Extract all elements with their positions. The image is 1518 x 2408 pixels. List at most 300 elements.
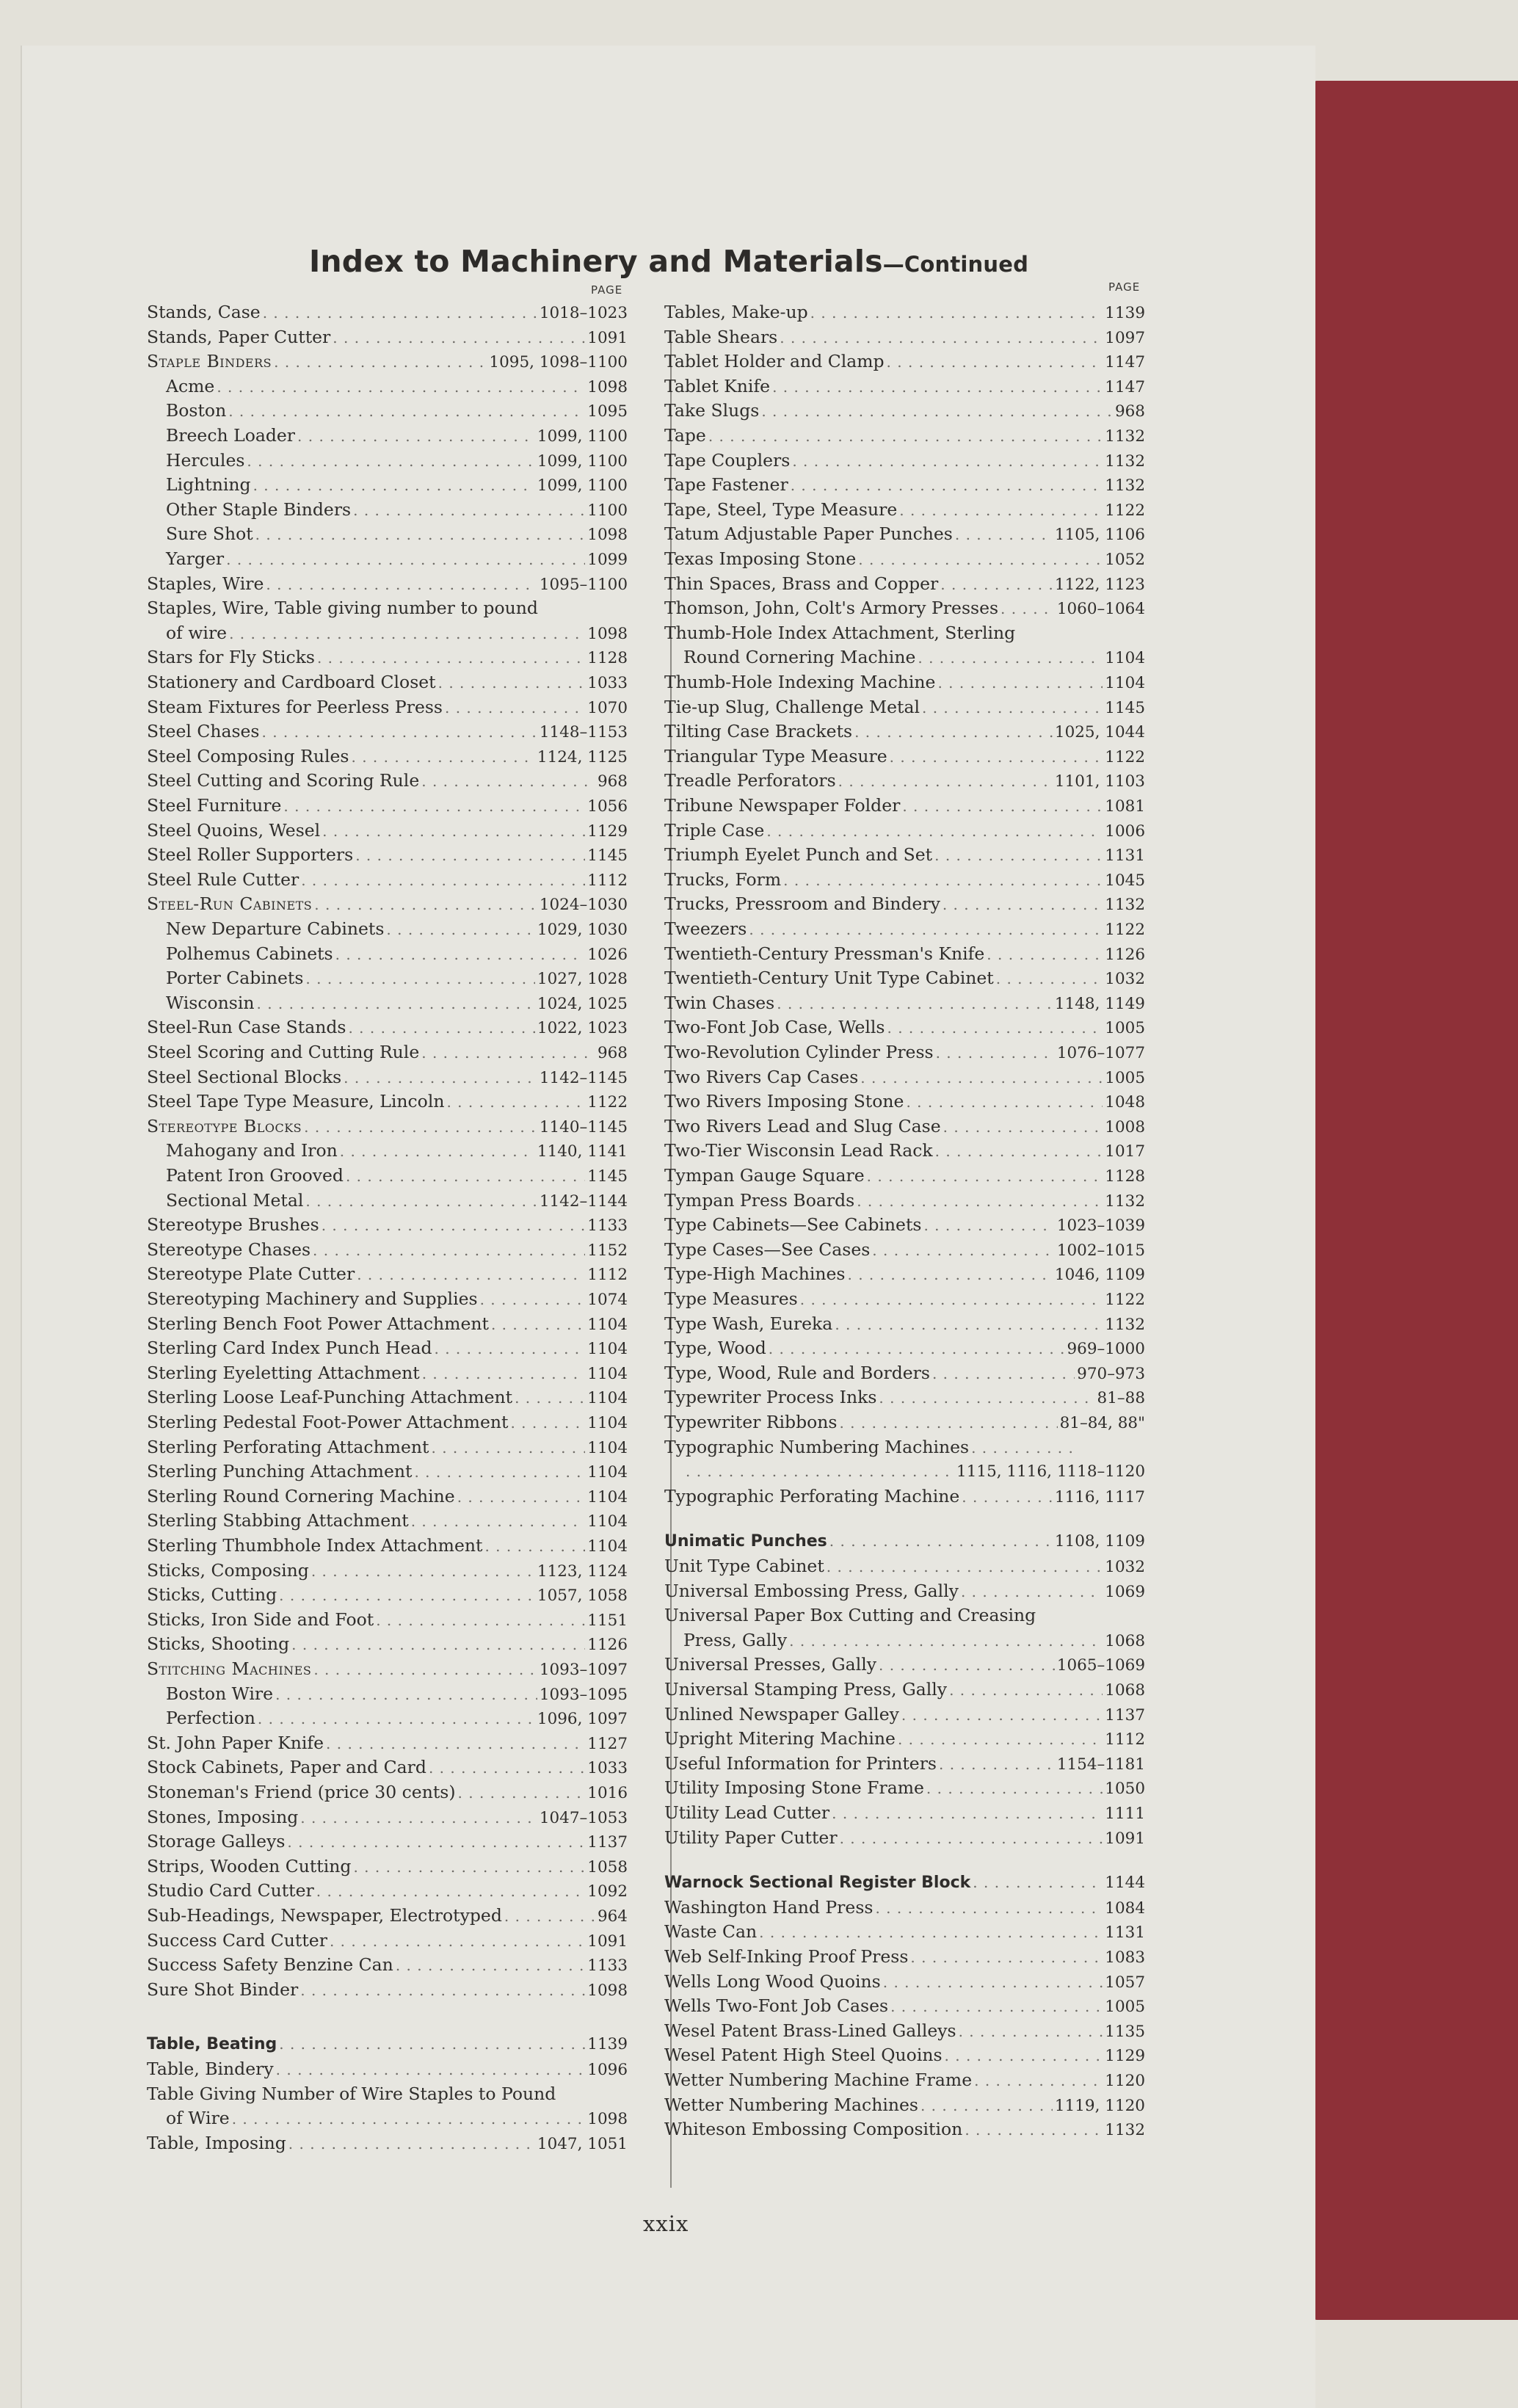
entry-text: Wetter Numbering Machine Frame (664, 2070, 973, 2090)
leader-dots (386, 917, 535, 942)
entry-page: 1132 (1105, 1315, 1145, 1334)
index-entry (664, 1089, 1145, 1114)
leader-dots (937, 670, 1103, 695)
entry-page: 1099, 1100 (537, 476, 628, 496)
entry-page: 1132 (1105, 896, 1145, 915)
index-entry (664, 423, 1145, 448)
index-entry (664, 1163, 1145, 1188)
leader-dots (965, 2117, 1103, 2142)
entry-text: Unit Type Cabinet (664, 1556, 824, 1576)
entry-text: Stars for Fly Sticks (147, 647, 315, 668)
leader-dots (346, 1164, 585, 1189)
leader-dots (228, 399, 585, 424)
index-entry (147, 695, 628, 719)
entry-text: Type-High Machines (664, 1263, 846, 1285)
leader-dots (301, 868, 585, 893)
entry-text: Sticks, Cutting (147, 1584, 277, 1606)
index-entry (166, 620, 628, 645)
title-continued: —Continued (882, 252, 1029, 277)
entry-page: 1098 (587, 2110, 628, 2129)
index-entry (166, 546, 628, 571)
entry-text: Perfection (166, 1708, 255, 1729)
leader-dots (949, 1678, 1103, 1702)
entry-text: Thin Spaces, Brass and Copper (664, 573, 939, 594)
index-entry (166, 1138, 628, 1163)
index-entry (664, 374, 1145, 399)
index-entry (147, 1459, 628, 1484)
entry-page: 1099 (587, 551, 628, 569)
index-entry (664, 1286, 1145, 1311)
leader-dots (283, 794, 585, 819)
index-entry (147, 768, 628, 793)
index-entry (664, 546, 1145, 571)
entry-text: Twin Chases (664, 992, 775, 1013)
entry-page: 1104 (587, 1340, 628, 1359)
entry-text: Wells Long Wood Quoins (664, 1970, 881, 1992)
entry-page: 1093–1097 (539, 1661, 628, 1679)
entry-text: Twentieth-Century Pressman's Knife (664, 943, 985, 964)
left-page-column-label: PAGE (591, 283, 623, 297)
entry-text: Two Rivers Cap Cases (664, 1066, 859, 1087)
leader-dots (902, 794, 1103, 819)
entry-text: Sectional Metal (166, 1189, 304, 1211)
index-entry (664, 472, 1145, 497)
entry-text: St. John Paper Knife (147, 1732, 324, 1753)
entry-page: 1129 (587, 822, 628, 841)
entry-page: 1057 (1105, 1973, 1145, 1992)
leader-dots (348, 1015, 534, 1040)
entry-text: Utility Paper Cutter (664, 1827, 838, 1848)
index-entry (664, 1870, 1145, 1895)
index-entry (664, 1311, 1145, 1336)
entry-page: 1128 (587, 649, 628, 668)
leader-dots (854, 719, 1053, 744)
index-entry (664, 324, 1145, 349)
entry-page: 1122 (1105, 747, 1145, 766)
entry-text: Storage Galleys (147, 1831, 286, 1852)
leader-dots (262, 719, 537, 744)
entry-text: Sterling Punching Attachment (147, 1461, 413, 1482)
leader-dots (304, 1114, 537, 1139)
index-entry (664, 349, 1145, 374)
index-entry (147, 842, 628, 867)
leader-dots (996, 966, 1103, 991)
entry-page: 1132 (1105, 476, 1145, 496)
entry-page: 1045 (1105, 871, 1145, 890)
leader-dots (279, 2031, 585, 2056)
entry-text: Steam Fixtures for Peerless Press (147, 696, 443, 717)
entry-page: 1148–1153 (539, 723, 628, 742)
leader-dots (935, 1139, 1103, 1164)
index-entry (147, 1261, 628, 1286)
entry-text: Staples, Wire (147, 573, 264, 594)
entry-text: Universal Embossing Press, Gally (664, 1580, 959, 1601)
entry-page: 1006 (1105, 822, 1145, 841)
entry-page: 1126 (1105, 945, 1145, 964)
index-entry (166, 497, 628, 522)
entry-text: Steel Roller Supporters (147, 844, 354, 866)
entry-text: Sterling Stabbing Attachment (147, 1510, 409, 1531)
index-entry (664, 695, 1145, 719)
entry-page: 1048 (1105, 1093, 1145, 1112)
index-entry (664, 1825, 1145, 1850)
book-cover-board (1314, 81, 1518, 2320)
leader-dots (515, 1385, 585, 1410)
leader-dots (288, 2131, 535, 2156)
entry-text: Porter Cabinets (166, 968, 304, 989)
page-title (22, 244, 1315, 279)
leader-dots (429, 1755, 585, 1780)
index-entry (664, 1895, 1145, 1920)
entry-text: Sterling Thumbhole Index Attachment (147, 1535, 483, 1556)
index-entry (147, 793, 628, 818)
entry-text: Wetter Numbering Machines (664, 2094, 918, 2115)
leader-dots (772, 374, 1103, 399)
leader-dots (340, 1139, 535, 1164)
entry-text: Sticks, Composing (147, 1559, 309, 1581)
entry-text: Trucks, Form (664, 868, 782, 890)
leader-dots (353, 498, 585, 523)
leader-dots (484, 1534, 585, 1559)
entry-page: 1022, 1023 (537, 1019, 628, 1038)
index-entry (664, 1702, 1145, 1727)
entry-page: 1148, 1149 (1054, 994, 1145, 1013)
leader-dots (330, 1929, 585, 1954)
entry-text: Steel Tape Type Measure, Lincoln (147, 1091, 445, 1112)
index-entry (664, 1528, 1145, 1553)
index-entry (147, 1335, 628, 1360)
index-entry (147, 595, 628, 620)
entry-text: Table, Beating (147, 2035, 277, 2054)
title-main: Index to Machinery and Materials (308, 244, 883, 279)
leader-dots (422, 1361, 586, 1386)
index-entry (147, 1212, 628, 1237)
index-entry (166, 1681, 628, 1706)
entry-text: Table, Imposing (147, 2132, 286, 2153)
entry-text: Stereotype Plate Cutter (147, 1263, 355, 1285)
leader-dots (934, 843, 1103, 868)
leader-dots (875, 1896, 1103, 1921)
leader-dots (274, 349, 487, 374)
leader-dots (838, 769, 1053, 794)
index-entry (664, 793, 1145, 818)
entry-page: 968 (597, 772, 628, 791)
index-entry (664, 2067, 1145, 2092)
entry-text: Steel Chases (147, 721, 260, 742)
leader-dots (920, 2093, 1053, 2118)
leader-dots (414, 1459, 585, 1484)
index-entry (166, 941, 628, 966)
entry-page: 1095 (587, 402, 628, 421)
entry-page: 1104 (587, 1315, 628, 1334)
leader-dots (810, 300, 1103, 325)
index-entry (664, 1677, 1145, 1702)
leader-dots (898, 1727, 1103, 1752)
index-entry (147, 670, 628, 695)
leader-dots (936, 1040, 1055, 1065)
entry-page: 1111 (1105, 1805, 1145, 1823)
index-entry (147, 1040, 628, 1065)
entry-text: Type Cases—See Cases (664, 1239, 871, 1260)
entry-page: 1104 (587, 1414, 628, 1432)
index-entry (166, 1705, 628, 1730)
leader-dots (987, 942, 1103, 967)
entry-text: Washington Hand Press (664, 1896, 874, 1918)
index-entry (147, 2031, 628, 2056)
entry-text: Two-Revolution Cylinder Press (664, 1042, 934, 1062)
leader-dots (431, 1435, 585, 1460)
leader-dots (890, 1994, 1103, 2019)
index-entry (147, 1582, 628, 1607)
entry-page: 970–973 (1077, 1364, 1145, 1383)
entry-page: 1002–1015 (1056, 1241, 1145, 1260)
entry-text: Typewriter Ribbons (664, 1412, 838, 1432)
index-entry (664, 768, 1145, 793)
entry-page: 1132 (1105, 427, 1145, 446)
leader-dots (396, 1953, 585, 1978)
index-entry (147, 1015, 628, 1040)
index-entry (664, 1969, 1145, 1994)
entry-text: Triumph Eyelet Punch and Set (664, 844, 933, 866)
leader-dots (247, 449, 534, 474)
entry-page: 1097 (1105, 328, 1145, 347)
leader-dots (887, 1015, 1103, 1040)
entry-page: 1032 (1105, 1558, 1145, 1576)
entry-text: Steel-Run Case Stands (147, 1017, 346, 1038)
leader-dots (835, 1312, 1103, 1337)
leader-dots (918, 645, 1103, 670)
entry-page: 1139 (587, 2035, 628, 2054)
leader-dots (353, 1854, 585, 1879)
leader-dots (276, 2057, 586, 2082)
leader-dots (263, 300, 537, 325)
entry-text: Stereotype Chases (147, 1239, 311, 1260)
entry-text: Treadle Perforators (664, 770, 836, 791)
index-entry (664, 1015, 1145, 1040)
leader-dots (827, 1554, 1103, 1579)
entry-page: 1024–1030 (539, 896, 628, 915)
entry-text: Yarger (166, 548, 225, 569)
index-entry (147, 1903, 628, 1928)
index-entry (664, 1335, 1145, 1360)
entry-page: 1025, 1044 (1054, 723, 1145, 742)
entry-text: Sure Shot (166, 523, 253, 545)
leader-dots (311, 1559, 535, 1584)
leader-dots (291, 1632, 585, 1657)
index-entry (664, 1360, 1145, 1385)
entry-text: Breech Loader (166, 425, 296, 446)
entry-text: Steel Furniture (147, 795, 282, 816)
index-entry (683, 645, 1145, 670)
index-entry (147, 1484, 628, 1509)
leader-dots (255, 522, 586, 547)
leader-dots (297, 424, 535, 449)
leader-dots (1000, 596, 1055, 621)
entry-text: Tilting Case Brackets (664, 721, 853, 742)
leader-dots (226, 547, 585, 572)
leader-dots (955, 522, 1053, 547)
leader-dots (906, 1089, 1103, 1114)
entry-page: 1128 (1105, 1167, 1145, 1186)
entry-page: 1140–1145 (539, 1117, 628, 1136)
leader-dots (300, 1805, 537, 1830)
entry-page: 1099, 1100 (537, 452, 628, 471)
entry-page: 968 (1114, 402, 1145, 421)
leader-dots (335, 942, 586, 967)
leader-dots (305, 1189, 537, 1214)
entry-text: Stock Cabinets, Paper and Card (147, 1757, 426, 1778)
entry-page: 1137 (1105, 1705, 1145, 1725)
entry-page: 1116, 1117 (1054, 1487, 1145, 1506)
entry-text: Two Rivers Lead and Slug Case (664, 1115, 941, 1136)
entry-page: 1017 (1105, 1142, 1145, 1161)
entry-page: 1139 (1105, 304, 1145, 322)
leader-dots (322, 1213, 586, 1238)
entry-text: Stereotype Blocks (147, 1115, 302, 1136)
index-entry (147, 1878, 628, 1903)
entry-text: Strips, Wooden Cutting (147, 1855, 352, 1876)
entry-page: 1060–1064 (1056, 600, 1145, 619)
index-entry (147, 1607, 628, 1632)
entry-text: New Departure Cabinets (166, 918, 385, 939)
leader-dots (376, 1608, 585, 1633)
entry-text: Boston (166, 400, 227, 421)
entry-text: Typewriter Process Inks (664, 1387, 877, 1408)
index-entry (664, 448, 1145, 473)
entry-text: Table, Bindery (147, 2059, 274, 2079)
entry-page: 1098 (587, 377, 628, 396)
leader-dots (421, 1040, 595, 1065)
entry-page: 1122 (587, 1093, 628, 1112)
entry-page: 1057, 1058 (537, 1586, 628, 1606)
index-entry (683, 1459, 1145, 1484)
entry-page: 1068 (1105, 1681, 1145, 1700)
leader-dots (686, 1459, 954, 1484)
entry-page: 1024, 1025 (537, 994, 628, 1013)
entry-page: 1027, 1028 (537, 970, 628, 989)
leader-dots (316, 1879, 586, 1904)
index-entry (664, 497, 1145, 522)
entry-page: 1092 (587, 1882, 628, 1901)
index-entry (147, 1952, 628, 1977)
index-entry (166, 521, 628, 546)
entry-text: Wesel Patent Brass-Lined Galleys (664, 2020, 956, 2041)
entry-text: Trucks, Pressroom and Bindery (664, 893, 940, 915)
entry-page: 1145 (587, 846, 628, 866)
leader-dots (761, 399, 1113, 424)
entry-text: Tablet Holder and Clamp (664, 351, 885, 372)
entry-text: Type Measures (664, 1288, 798, 1309)
entry-page: 1151 (587, 1611, 628, 1630)
leader-dots (217, 374, 585, 399)
index-entry (147, 719, 628, 744)
leader-dots (879, 1653, 1055, 1678)
entry-text: Tape (664, 425, 706, 446)
entry-page: 1145 (1105, 698, 1145, 717)
entry-page: 1026 (587, 945, 628, 964)
leader-dots (974, 2068, 1103, 2093)
index-entry (664, 1775, 1145, 1800)
entry-page: 1104 (587, 1389, 628, 1408)
entry-page: 1018–1023 (539, 304, 628, 322)
entry-page: 1104 (587, 1512, 628, 1531)
entry-text: Other Staple Binders (166, 498, 352, 520)
entry-page: 1112 (587, 1266, 628, 1285)
entry-page: 1131 (1105, 1923, 1145, 1943)
leader-dots (314, 892, 537, 917)
leader-dots (446, 1089, 585, 1114)
leader-dots (458, 1780, 586, 1805)
entry-page: 1099, 1100 (537, 427, 628, 446)
index-entry (147, 744, 628, 769)
entry-page: 1104 (587, 1487, 628, 1506)
index-entry (166, 990, 628, 1015)
entry-text: Steel-Run Cabinets (147, 893, 313, 915)
index-entry (664, 1261, 1145, 1286)
entry-page: 1124, 1125 (537, 747, 628, 766)
entry-text: Acme (166, 375, 215, 396)
leader-dots (435, 1336, 586, 1361)
index-entry (664, 1578, 1145, 1603)
index-entry (664, 1114, 1145, 1139)
entry-page: 1137 (587, 1833, 628, 1852)
leader-dots (961, 1579, 1103, 1604)
leader-dots (253, 473, 535, 498)
index-entry (147, 571, 628, 596)
leader-dots (872, 1238, 1055, 1263)
index-entry (664, 670, 1145, 695)
index-entry (664, 571, 1145, 596)
leader-dots (769, 1336, 1065, 1361)
leader-dots (832, 1801, 1103, 1826)
index-entry (147, 300, 628, 324)
entry-page: 1135 (1105, 2022, 1145, 2041)
entry-page: 1104 (1105, 674, 1145, 692)
entry-text: Thumb-Hole Indexing Machine (664, 672, 936, 692)
index-entry (147, 1558, 628, 1583)
entry-page: 1091 (1105, 1829, 1145, 1848)
entry-page: 1081 (1105, 797, 1145, 816)
entry-text: Tympan Gauge Square (664, 1165, 865, 1186)
index-entry (664, 1993, 1145, 2018)
entry-page: 1104 (587, 1537, 628, 1556)
entry-text: Thumb-Hole Index Attachment, Sterling (664, 622, 1016, 643)
leader-dots (266, 572, 537, 597)
leader-dots (800, 1287, 1103, 1312)
leader-dots (322, 819, 585, 844)
entry-text: Web Self-Inking Proof Press (664, 1946, 909, 1967)
entry-page: 1140, 1141 (537, 1142, 628, 1161)
index-entry (147, 1065, 628, 1089)
entry-text: Sticks, Iron Side and Foot (147, 1609, 374, 1630)
index-entry (664, 1603, 1145, 1628)
entry-text: Universal Paper Box Cutting and Creasing (664, 1605, 1036, 1626)
entry-page: 1033 (587, 674, 628, 692)
index-entry (664, 398, 1145, 423)
entry-text: Steel Sectional Blocks (147, 1066, 342, 1087)
index-entry (147, 1089, 628, 1114)
entry-page: 1098 (587, 526, 628, 545)
leader-dots (326, 1731, 585, 1756)
index-entry (664, 965, 1145, 990)
index-entry (166, 916, 628, 941)
entry-text: Table Giving Number of Wire Staples to Pound (147, 2083, 556, 2104)
entry-text: Triple Case (664, 819, 765, 841)
leader-dots (344, 1065, 537, 1090)
leader-dots (421, 769, 595, 794)
entry-text: Universal Stamping Press, Gally (664, 1679, 948, 1700)
index-entry (166, 374, 628, 399)
